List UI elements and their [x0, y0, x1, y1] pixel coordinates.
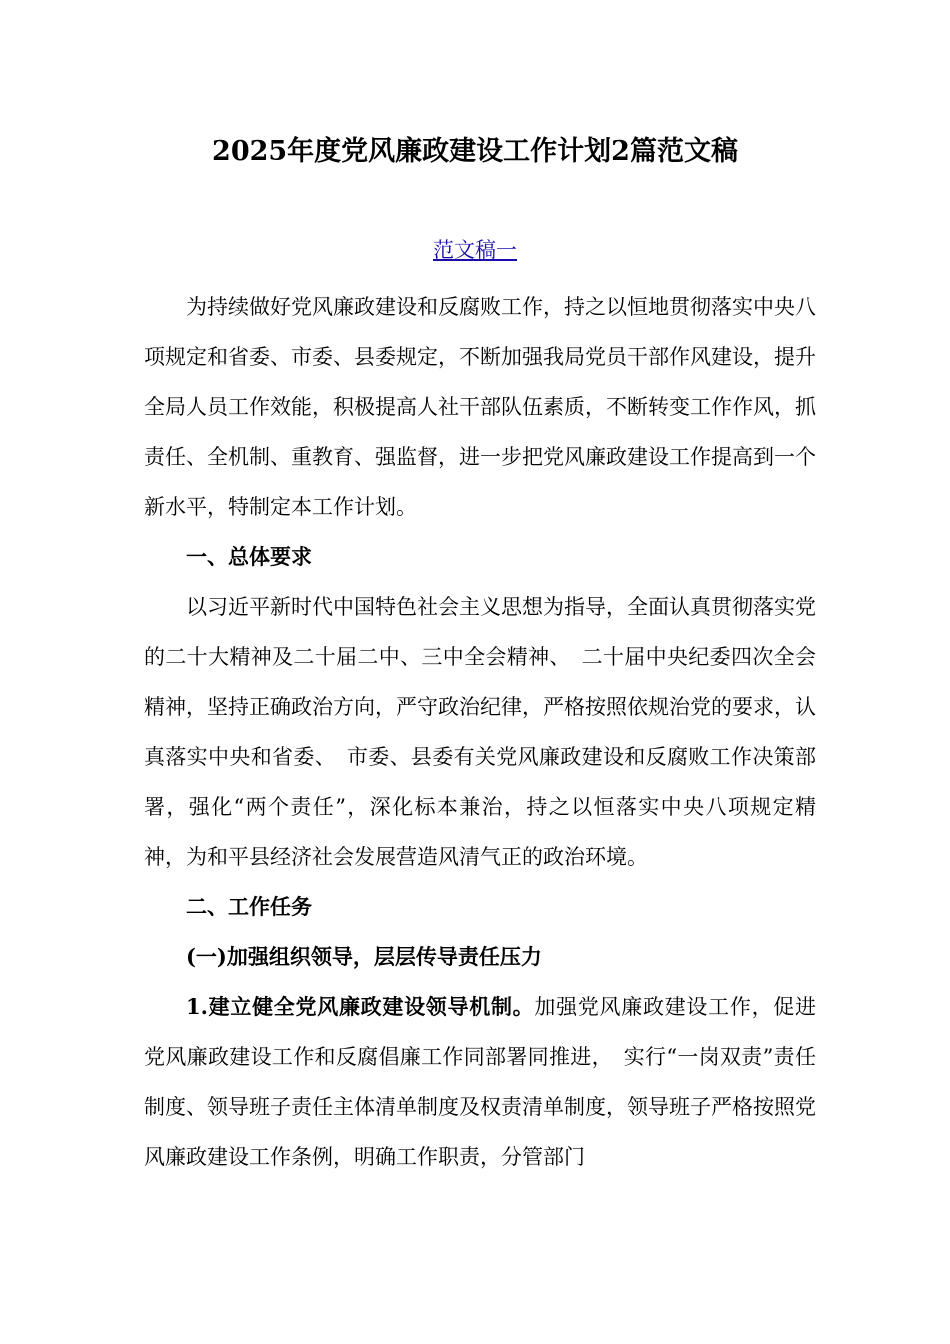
intro-paragraph: 为持续做好党风廉政建设和反腐败工作，持之以恒地贯彻落实中央八项规定和省委、市委、县委规定，不断加强我局党员干部作风建设，提升全局人员工作效能，积极提高人社干部队伍素质，不断转变工作作风，抓责任、全机制、重教育、强监督，进一步把党风廉政建设工作提高到一个新水平，特制定本工作计划。	[144, 295, 816, 519]
task-item-text: 加强党风廉政建设工作，促进党风廉政建设工作和反腐倡廉工作同部署同推进， 实行“一岗双责”责任制度、领导班子责任主体清单制度及权责清单制度，领导班子严格按照党风廉政建设工作条例，明确工作职责，分管部门	[144, 995, 817, 1169]
task-item-paragraph	[144, 982, 816, 1182]
document-body	[144, 282, 816, 1182]
subsection-heading-leadership: (一)加强组织领导，层层传导责任压力	[186, 944, 542, 969]
subtitle-link[interactable]: 范文稿一	[433, 238, 517, 262]
section-heading-general: 一、总体要求	[186, 544, 312, 569]
section-heading-tasks: 二、工作任务	[186, 894, 312, 919]
task-item-lead: 1.建立健全党风廉政建设领导机制。	[186, 994, 535, 1019]
document-title: 2025年度党风廉政建设工作计划2篇范文稿	[212, 136, 738, 167]
general-requirements-paragraph: 以习近平新时代中国特色社会主义思想为指导，全面认真贯彻落实党的二十大精神及二十届二中、三中全会精神、 二十届中央纪委四次全会精神，坚持正确政治方向，严守政治纪律，严格按照依规治党的要求，认真落实中央和省委、 市委、县委有关党风廉政建设和反腐败工作决策部署，强化“两个责任”，深化标本兼治，持之以恒落实中央八项规定精神，为和平县经济社会发展营造风清气正的政治环境。	[144, 595, 816, 869]
